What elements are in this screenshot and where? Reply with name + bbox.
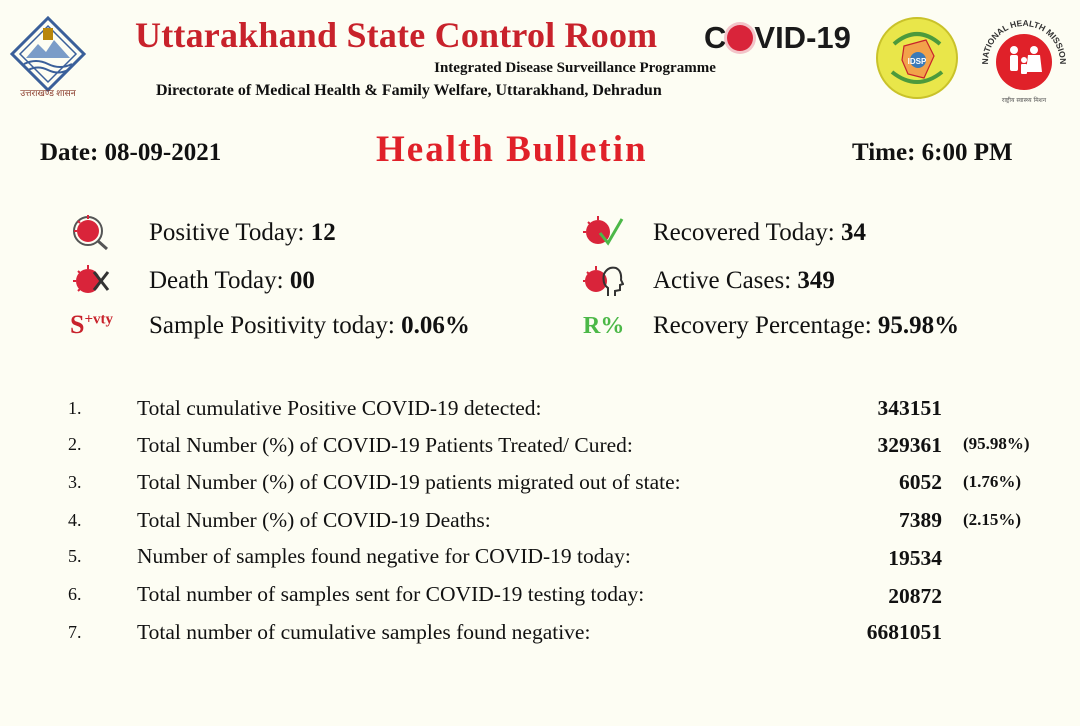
row-description: Total Number (%) of COVID-19 Patients Treated/ Cured: [137, 433, 633, 457]
virus-icon [727, 25, 753, 51]
row-number: 6. [68, 584, 82, 604]
row-number: 2. [68, 434, 82, 454]
row-number: 7. [68, 622, 82, 642]
row-value: 19534 [888, 546, 942, 570]
recovery-percentage: Recovery Percentage: 95.98% [653, 312, 960, 339]
row-description: Number of samples found negative for COVID-19 today: [137, 544, 631, 568]
bulletin-time: Time: 6:00 PM [852, 139, 1013, 166]
row-percentage: (95.98%) [963, 434, 1030, 453]
row-number: 3. [68, 472, 82, 492]
bulletin-heading: Health Bulletin [376, 129, 648, 170]
nhm-logo-hindi: राष्ट्रीय स्वास्थ्य मिशन [1001, 97, 1047, 104]
virus-head-icon [582, 262, 624, 300]
row-percentage: (1.76%) [963, 472, 1022, 491]
row-description: Total number of samples sent for COVID-19 testing today: [137, 582, 645, 606]
row-description: Total cumulative Positive COVID-19 detected: [137, 396, 542, 420]
row-percentage: (2.15%) [963, 510, 1022, 529]
directorate-subtitle: Directorate of Medical Health & Family Welfare, Uttarakhand, Dehradun [156, 82, 662, 99]
row-number: 4. [68, 510, 82, 530]
emblem-caption: उत्तराखण्ड शासन [20, 88, 76, 98]
row-number: 1. [68, 398, 82, 418]
programme-subtitle: Integrated Disease Surveillance Programme [434, 60, 716, 76]
row-value: 6681051 [866, 620, 942, 644]
row-description: Total Number (%) of COVID-19 Deaths: [137, 508, 491, 532]
nhm-logo [976, 12, 1072, 108]
idsp-logo [874, 16, 960, 100]
main-title: Uttarakhand State Control Room [135, 15, 658, 55]
bulletin-date: Date: 08-09-2021 [40, 139, 222, 166]
covid19-logo: C VID-19 [704, 20, 851, 55]
virus-cross-icon [70, 262, 112, 300]
nhm-logo-text: NATIONAL HEALTH MISSION [979, 17, 1069, 65]
row-value: 329361 [877, 433, 942, 457]
active-cases: Active Cases: 349 [653, 267, 835, 294]
row-value: 20872 [888, 584, 942, 608]
positive-today: Positive Today: 12 [149, 219, 336, 246]
row-value: 6052 [899, 470, 942, 494]
idsp-logo-text: IDSP [907, 57, 927, 66]
uttarakhand-emblem-logo [8, 14, 88, 96]
virus-magnifier-icon [70, 213, 112, 251]
recovery-percentage-glyph: R% [583, 313, 625, 339]
virus-check-icon [582, 213, 624, 251]
sample-positivity-glyph: $S^{+vty}$ [70, 310, 114, 339]
recovered-today: Recovered Today: 34 [653, 219, 867, 246]
row-value: 7389 [899, 508, 942, 532]
row-description: Total Number (%) of COVID-19 patients migrated out of state: [137, 470, 681, 494]
sample-positivity-today: Sample Positivity today: 0.06% [149, 312, 470, 339]
row-value: 343151 [877, 396, 942, 420]
row-description: Total number of cumulative samples found negative: [137, 620, 591, 644]
row-number: 5. [68, 546, 82, 566]
death-today: Death Today: 00 [149, 267, 315, 294]
